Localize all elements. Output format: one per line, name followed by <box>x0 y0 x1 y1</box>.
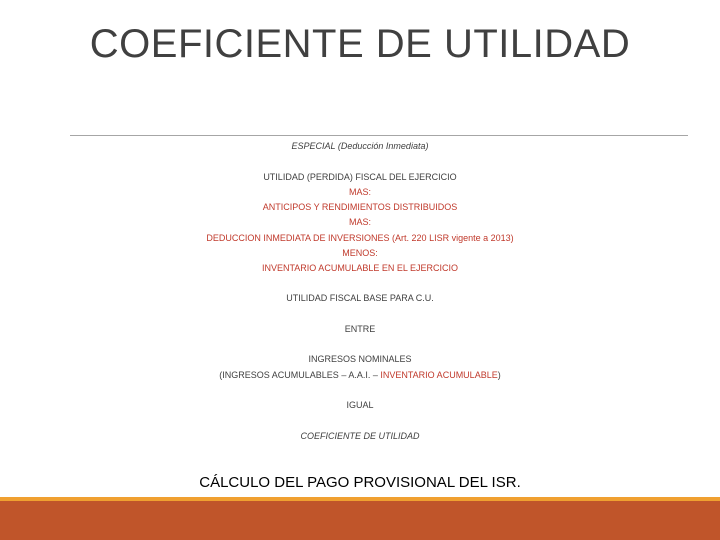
footer-title: CÁLCULO DEL PAGO PROVISIONAL DEL ISR. <box>199 474 521 491</box>
slide-title: COEFICIENTE DE UTILIDAD <box>89 22 631 66</box>
formula-line-utilidad: UTILIDAD (PERDIDA) FISCAL DEL EJERCICIO <box>263 172 457 182</box>
formula-line-base: UTILIDAD FISCAL BASE PARA C.U. <box>286 293 434 303</box>
divider-line <box>70 135 688 136</box>
formula-line-coeficiente: COEFICIENTE DE UTILIDAD <box>300 431 420 441</box>
formula-line-deduccion: DEDUCCION INMEDIATA DE INVERSIONES (Art. 220 LISR vigente a 2013) <box>206 233 514 243</box>
formula-line-entre: ENTRE <box>344 324 376 334</box>
formula-line-inventario: INVENTARIO ACUMULABLE EN EL EJERCICIO <box>261 263 459 273</box>
formula-line-anticipos: ANTICIPOS Y RENDIMIENTOS DISTRIBUIDOS <box>262 202 458 212</box>
formula-line-mas-2: MAS: <box>348 217 371 227</box>
ingresos-detalle-inventario: INVENTARIO ACUMULABLE <box>380 370 498 380</box>
formula-line-ingresos-detalle <box>0 369 720 381</box>
ingresos-detalle-part-3: ) <box>497 370 501 380</box>
formula-line-mas-1: MAS: <box>348 187 371 197</box>
formula-line-ingresos: INGRESOS NOMINALES <box>308 354 412 364</box>
accent-bar-main <box>0 501 720 540</box>
formula-line-menos: MENOS: <box>342 248 378 258</box>
ingresos-detalle-part-1: (INGRESOS ACUMULABLES – A.A.I. – <box>219 370 381 380</box>
subtitle: ESPECIAL (Deducción Inmediata) <box>291 141 429 151</box>
formula-line-igual: IGUAL <box>346 400 374 410</box>
